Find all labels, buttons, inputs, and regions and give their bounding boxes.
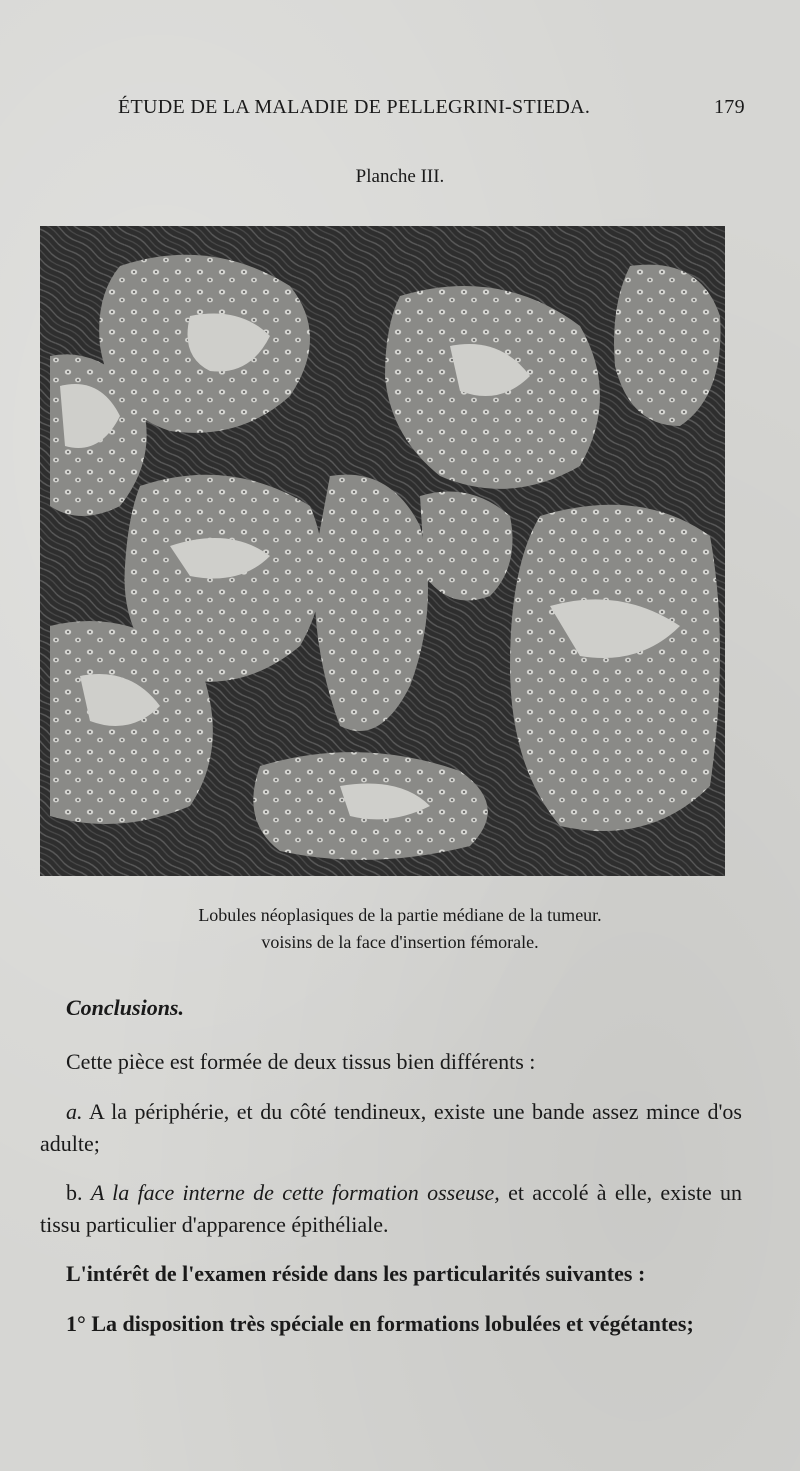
micrograph-illustration — [40, 226, 725, 876]
histology-micrograph — [40, 226, 725, 876]
paragraph-interest-text: L'intérêt de l'examen réside dans les particularités suivantes : — [66, 1261, 646, 1286]
item-a-label: a. — [66, 1099, 83, 1124]
paragraph-intro-text: Cette pièce est formée de deux tissus bien différents : — [66, 1049, 536, 1074]
plate-label: Planche III. — [355, 166, 445, 187]
item-1-label: 1° — [66, 1311, 86, 1336]
item-b-text: et accolé à elle, existe un tissu particulier d'apparence épithéliale. — [40, 1180, 743, 1237]
caption-line-2: voisins de la face d'insertion fémorale. — [261, 932, 539, 952]
caption-line-1: Lobules néoplasiques de la partie médiane de la tumeur. — [198, 905, 602, 925]
paragraph-a — [40, 1096, 742, 1160]
item-b-italic: A la face interne de cette formation osseuse, — [90, 1180, 500, 1205]
page-number: 179 — [714, 96, 745, 118]
paragraph-interest — [40, 1258, 742, 1290]
paragraph-intro — [40, 1046, 742, 1078]
item-a-text: A la périphérie, et du côté tendineux, existe une bande assez mince d'os adulte; — [40, 1099, 742, 1156]
item-b-label: b. — [66, 1180, 83, 1205]
paragraph-b — [40, 1177, 742, 1241]
running-title: ÉTUDE DE LA MALADIE DE PELLEGRINI-STIEDA. — [118, 96, 591, 118]
item-1-text: La disposition très spéciale en formations lobulées et végétantes; — [91, 1311, 694, 1336]
section-heading: Conclusions. — [66, 995, 184, 1020]
paragraph-item-1 — [40, 1308, 742, 1340]
plate-caption — [0, 902, 800, 956]
running-header — [0, 96, 800, 126]
